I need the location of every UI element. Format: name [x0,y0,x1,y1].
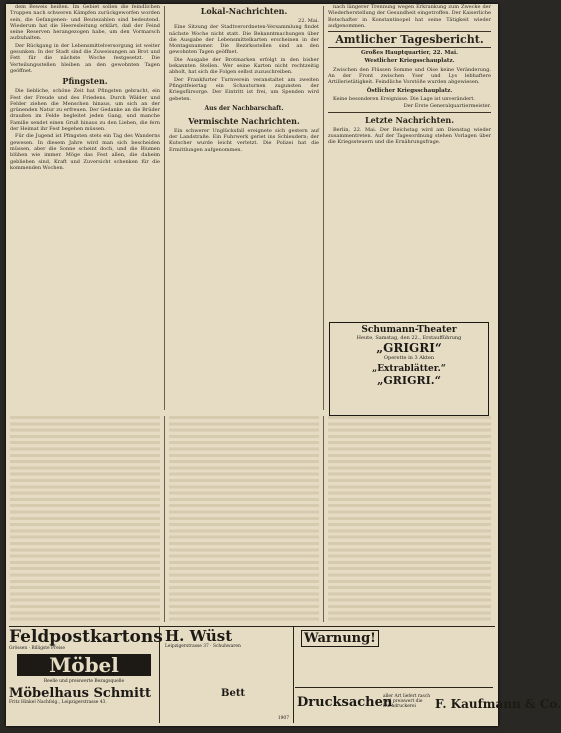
advert-moebel-address: Fritz Hinkel Nachfolg., Leipzigerstrasse 43. [9,700,107,706]
advert-moebel-note: Reelle und preiswerte Bezugsquelle [43,679,125,685]
text-lines [10,416,160,622]
column-rule [164,416,165,622]
subheading: Großes Hauptquartier, 22. Mai. [361,50,458,57]
article-paragraph: nach längerer Trennung wegen Erkrankung zum Zwecke der Wiederherstellung der Gesundheit eingetroffen. Der Kaiserliche Botschafter in Konstantinopel hat seine Tätigkeit wieder aufgenommen. [328,4,491,29]
column-right-continued [328,416,491,622]
theater-advert [329,322,489,416]
newspaper-page [6,4,561,726]
column-rule [164,6,165,410]
column-middle [169,4,319,416]
advert-kaufmann: F. Kaufmann & Co. [435,697,561,711]
article-paragraph: Der Frankfurter Turnverein veranstaltet am zweiten Pfingstfeiertag ein Schauturnen zugunsten der Kriegsfürsorge. Der Eintritt ist frei, um Spenden wird gebeten. [169,76,319,102]
section-heading-pfingsten: Pfingsten. [62,76,108,87]
advert-moebelhaus: Möbelhaus Schmitt [9,686,151,702]
text-lines [169,416,319,622]
advert-number: 1907 [277,715,289,721]
section-heading-letzte: Letzte Nachrichten. [328,112,491,125]
theater-title: Schumann-Theater [361,325,457,335]
advert-warnung [295,627,493,685]
advert-feldpost-title: Feldpostkartons [9,627,163,647]
article-paragraph: Für die Jugend ist Pfingsten stets ein Tag des Wanderns gewesen. In diesem Jahre wird man sich bescheiden müssen, aber die Sonne scheint doch, und die Blumen blühen wie immer. Möge das Fest allen, die daheim geblieben sind, Kraft und Zuversicht schenken für die kommenden Wochen. [10,133,160,171]
column-rule [323,416,324,622]
column-rule [323,6,324,410]
advert-wuest [161,627,294,723]
subheading: Östlicher Kriegsschauplatz. [366,87,453,94]
advert-wuest-note: Leipzigerstrasse 37 · Schuhwaren [165,644,241,649]
article-paragraph: Zwischen den Flüssen Somme und Oise keine Veränderung. An der Front zwischen Yser und Lys lebhaftere Artillerietätigkeit. Feindliche Vorstöße wurden abgewiesen. [328,66,491,86]
theater-play: „GRIGRI“ [376,341,442,355]
section-heading-lokal: Lokal-Nachrichten. [200,6,288,16]
article-paragraph: Eine Sitzung der Stadtverordneten-Versammlung findet nächste Woche nicht statt. Die Bekanntmachungen über die Ausgabe der Lebensmittelkarten erscheinen in der Montagsnummer. Die Bezirksstellen sind an den gewohnten Tagen geöffnet. [169,24,319,56]
advert-drucksachen [295,687,561,724]
advert-warnung-title: Warnung! [301,630,379,647]
advert-feldpost [9,627,163,723]
article-paragraph: Die Ausgabe der Brotmarken erfolgt in den bisher bekannten Stellen. Wer seine Karten nicht rechtzeitig abholt, hat sich die Folgen selbst zuzuschreiben. [169,56,319,76]
text-lines [328,416,491,622]
advert-drucksachen-title: Drucksachen [297,695,393,710]
article-paragraph: Der Rückgang in der Lebensmittelversorgung ist weiter gesunken. In der Stadt sind die Zuweisungen an Brot und Fett für die nächste Woche festgesetzt. Die Verteilungsstellen bleiben an den gewohnten Tagen geöffnet. [10,42,160,74]
theater-line: Heute, Samstag, den 22., Erstaufführung [356,335,462,341]
dateline: 22. Mai. [298,18,319,24]
theater-note: Operette in 3 Akten [383,355,435,361]
article-paragraph: Berlin, 22. Mai. Der Reichstag wird am Dienstag wieder zusammentreten. Auf der Tagesordnung stehen Vorlagen über die Kriegssteuern und die Ernährungsfrage. [328,126,491,146]
advert-moebel-title: Möbel [17,654,151,676]
section-heading-tagesbericht: Amtlicher Tagesbericht. [328,31,491,48]
theater-next: „Extrablätter.“ [372,364,446,374]
theater-grigri: „GRIGRI.“ [377,374,441,387]
advert-band [9,626,561,725]
advert-feldpost-note: Grössen · Billigste Preise [9,646,65,651]
signature: Der Erste Generalquartiermeister. [403,103,491,110]
section-heading-nachbarschaft: Aus der Nachbarschaft. [204,104,284,112]
article-paragraph: dem Beweis heißen. Im Gebiet sollen die feindlichen Truppen nach schweren Kämpfen zurückgeworfen worden sein, die Gefangenen- und Beutezahlen sind bedeutend. Wiederum hat die Heeresleitung erklärt, daß der Feind seine Reserven herangezogen habe, um den Vormarsch aufzuhalten. [10,4,160,42]
advert-wuest-title: H. Wüst [165,627,233,645]
column-middle-continued [169,416,319,622]
section-heading-vermischte: Vermischte Nachrichten. [188,115,300,126]
column-left-continued [10,416,160,622]
advert-drucksachen-note: aller Art liefert rasch und preiswert die Buchdruckerei [383,694,431,710]
article-paragraph: Ein schwerer Unglücksfall ereignete sich gestern auf der Landstraße. Ein Fuhrwerk geriet ins Schleudern; der Kutscher wurde leicht verletzt. Die Polizei hat die Ermittlungen aufgenommen. [169,127,319,153]
subheading: Westlicher Kriegsschauplatz. [364,58,455,65]
article-paragraph: Keine besonderen Ereignisse. Die Lage ist unverändert. [333,95,476,102]
column-left [10,4,160,416]
article-paragraph: Die liebliche, schöne Zeit hat Pfingsten gebracht, ein Fest der Freude und des Friedens. Durch Wälder und Felder ziehen die Menschen hinaus, um sich an der grünenden Natur zu erfreuen. Der Gedanke an die Brüder draußen im Felde begleitet jeden Gang, und manche Familie sendet einen Gruß hinaus zu den Lieben, die fern der Heimat ihr Fest begehen müssen. [10,88,160,133]
advert-bett: Bett [221,688,246,700]
